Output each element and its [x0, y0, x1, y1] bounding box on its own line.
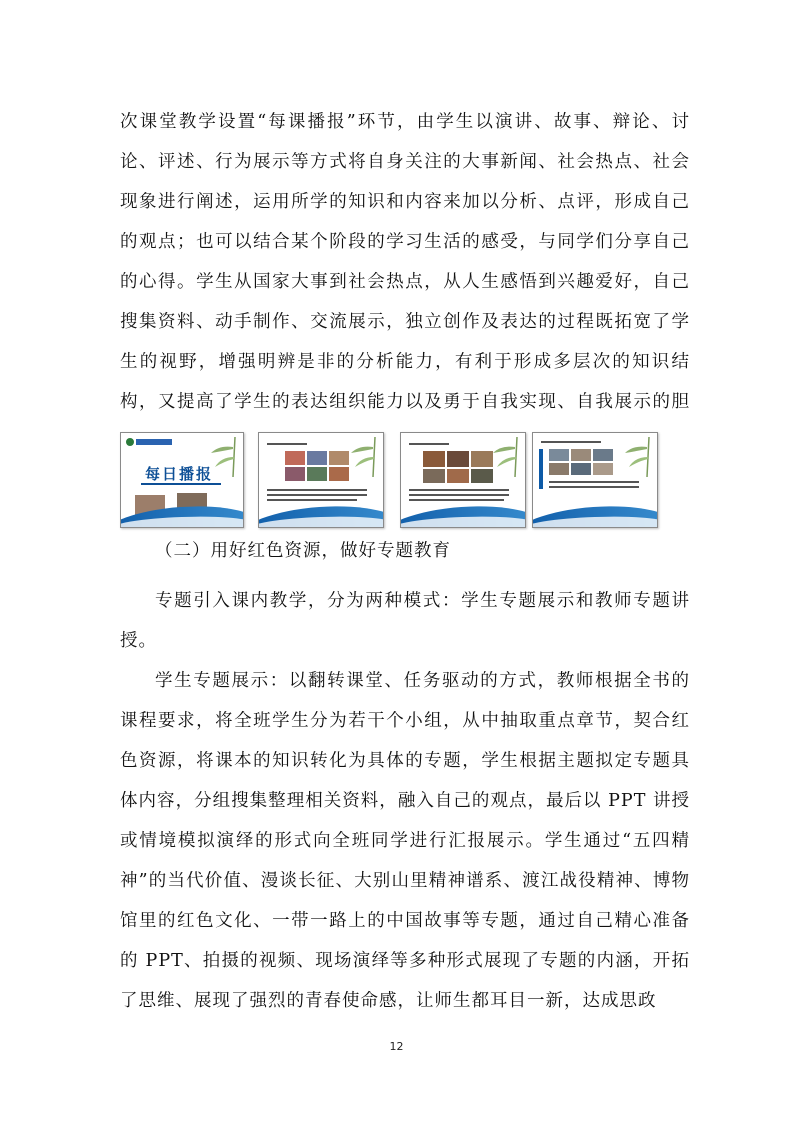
slide-photo — [423, 469, 445, 483]
slide-photo — [307, 467, 327, 481]
bamboo-decoration-icon — [345, 437, 379, 477]
body-paragraph-1: 次课堂教学设置“每课播报”环节，由学生以演讲、故事、辩论、讨论、评述、行为展示等方式将自身关注的大事新闻、社会热点、社会现象进行阐述，运用所学的知识和内容来加以分析、点评，形成自己的观点；也可以结合某个阶段的学习生活的感受，与同学们分享自己的心得。学生从国家大事到社会热点，从人生感悟到兴趣爱好，自己搜集资料、动手制作、交流展示，独立创作及表达的过程既拓宽了学生的视野，增强明辨是非的分析能力，有利于形成多层次的知识结构，又提高了学生的表达组织能力以及勇于自我实现、自我展示的胆 — [120, 112, 690, 412]
slide-photo — [471, 451, 493, 467]
slide-photo — [571, 449, 591, 461]
slide-text-line — [549, 486, 639, 488]
slide-thumbnail-1 — [120, 432, 244, 528]
slide-text-line — [267, 489, 367, 491]
section-heading: （二）用好红色资源，做好专题教育 — [155, 541, 451, 561]
slide-photo — [471, 469, 493, 483]
slide-photo — [549, 449, 569, 461]
body-paragraph-3: 学生专题展示：以翻转课堂、任务驱动的方式，教师根据全书的课程要求，将全班学生分为若干个小组，从中抽取重点章节，契合红色资源，将课本的知识转化为具体的专题，学生根据主题拟定专题具体内容，分组搜集整理相关资料，融入自己的观点，最后以 PPT 讲授或情境模拟演绎的形式向全班同学进行汇报展示。学生通过“五四精神”的当代价值、漫谈长征、大别山里精神谱系、渡江战役精神、博物馆里的红色文化、一带一路上的中国故事等专题，通过自己精心准备的 PPT、拍摄的视频、现场演绎等多种形式展现了专题的内涵，开拓了思维、展现了强烈的青春使命感，让师生都耳目一新，达成思政 — [120, 671, 690, 1011]
slide-text-line — [409, 499, 504, 501]
slide-text-line — [409, 489, 509, 491]
slide-thumbnail-4 — [532, 432, 658, 528]
slide-photo — [571, 463, 591, 475]
slide-cover-underline — [141, 483, 221, 485]
slide-photo — [447, 469, 469, 483]
slide-thumbnail-2 — [258, 432, 384, 528]
slide-photo — [549, 463, 569, 475]
slide-thumbnail-strip — [120, 432, 660, 528]
body-paragraph-2: 专题引入课内教学，分为两种模式：学生专题展示和教师专题讲授。 — [120, 591, 690, 651]
bamboo-decoration-icon — [619, 437, 653, 477]
slide-photo — [447, 451, 469, 467]
slide-text-line — [409, 443, 449, 445]
slide-photo — [593, 463, 613, 475]
slide-photo — [329, 451, 349, 465]
slide-text-line — [549, 481, 639, 483]
slide-photo — [307, 451, 327, 465]
slide-text-line — [267, 499, 357, 501]
slide-text-line — [267, 494, 367, 496]
slide-photo — [423, 451, 445, 467]
slide-photo — [329, 467, 349, 481]
slide-text-line — [409, 494, 509, 496]
slide-accent-bar — [539, 449, 543, 489]
slide-text-line — [267, 443, 307, 445]
slide-photo — [593, 449, 613, 461]
slide-photo — [285, 451, 305, 465]
logo-icon — [125, 437, 175, 447]
slide-thumbnail-3 — [400, 432, 526, 528]
slide-text-line — [541, 441, 601, 443]
slide-cover-title: 每日播报 — [145, 465, 214, 483]
slide-photo — [285, 467, 305, 481]
page-number: 12 — [389, 1040, 404, 1053]
